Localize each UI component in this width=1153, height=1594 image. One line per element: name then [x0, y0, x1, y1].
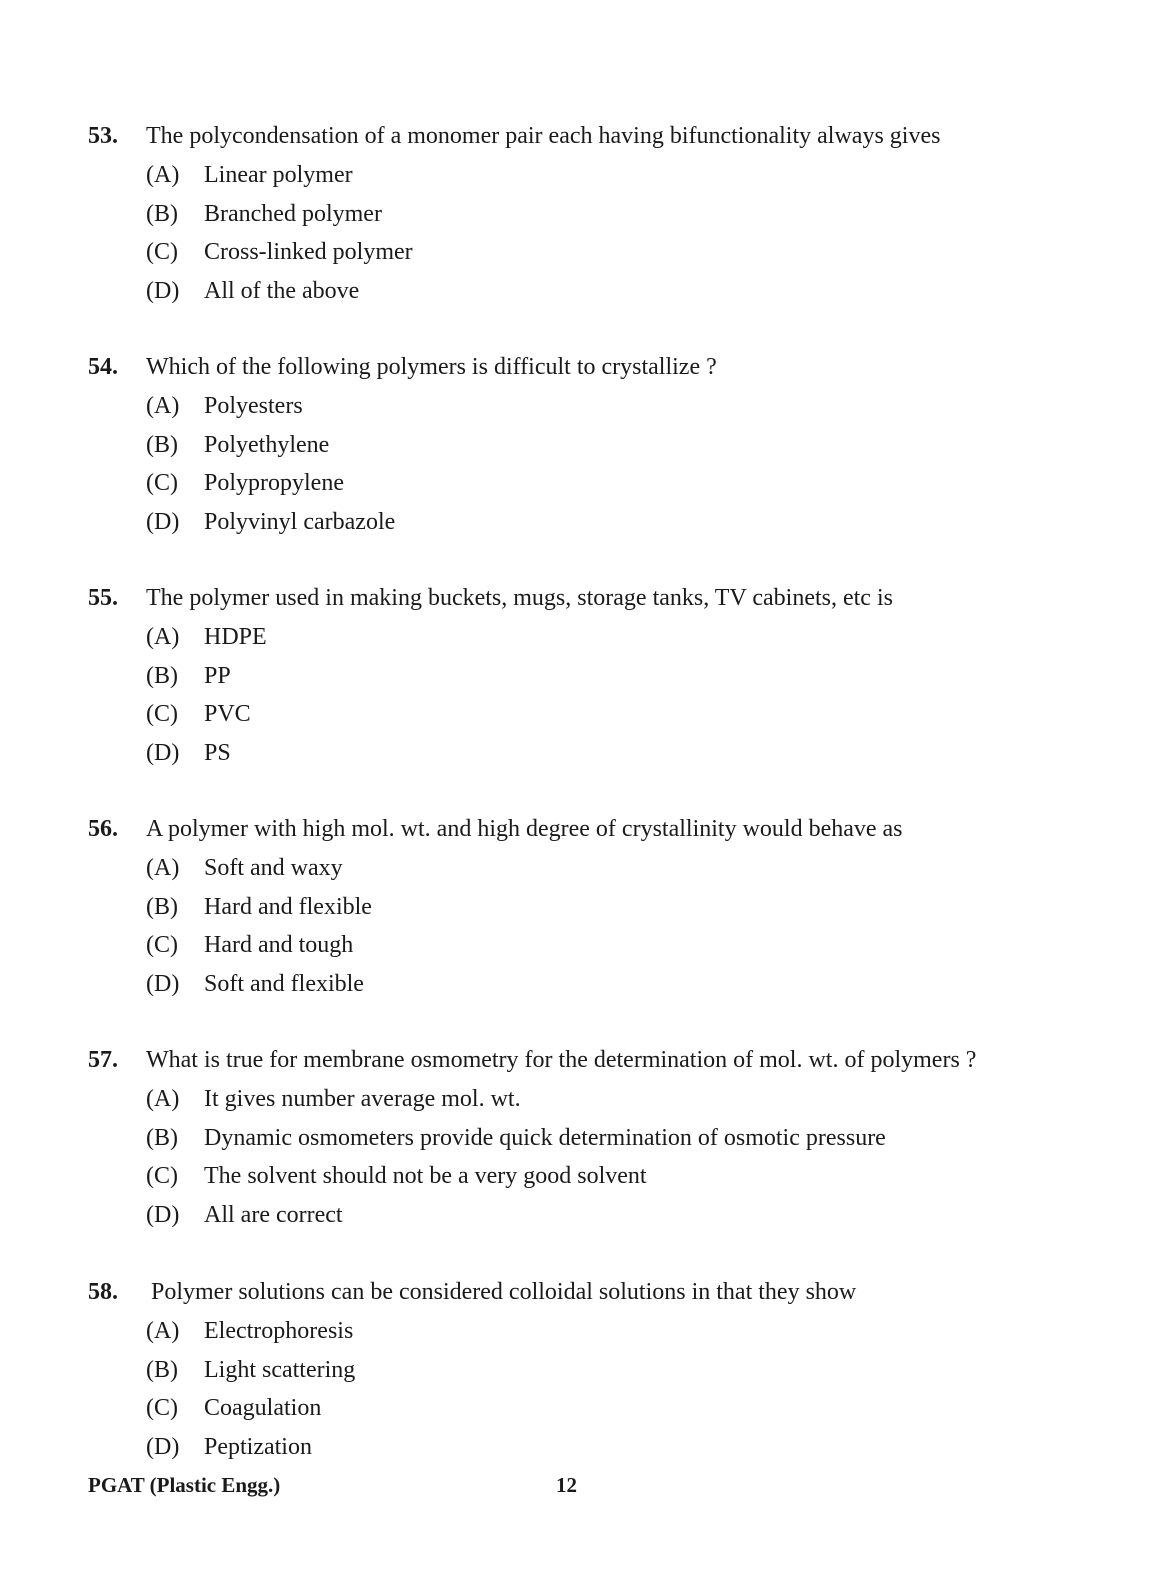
option-d — [88, 1428, 1118, 1467]
option-label: (B) — [146, 200, 178, 227]
option-b — [88, 1351, 1118, 1390]
option-c — [88, 233, 1118, 272]
option-c — [88, 926, 1118, 965]
option-text: Coagulation — [204, 1395, 322, 1422]
question-57 — [88, 1040, 1118, 1235]
option-d — [88, 965, 1118, 1004]
page-footer — [88, 1470, 1088, 1500]
option-text: Cross-linked polymer — [204, 239, 413, 266]
option-text: It gives number average mol. wt. — [204, 1086, 521, 1112]
option-text: Polyvinyl carbazole — [204, 509, 396, 536]
option-label: (A) — [146, 855, 180, 881]
option-c — [88, 1157, 1118, 1196]
option-text: Peptization — [204, 1434, 312, 1461]
option-a — [88, 618, 1118, 657]
option-text: Light scattering — [204, 1356, 356, 1383]
option-label: (A) — [146, 624, 180, 650]
option-b — [88, 888, 1118, 927]
option-b — [88, 1119, 1118, 1158]
option-text: Electrophoresis — [204, 1318, 354, 1344]
option-text: Polyethylene — [204, 431, 330, 458]
option-a — [88, 156, 1118, 195]
option-d — [88, 734, 1118, 773]
question-text: A polymer with high mol. wt. and high degree of crystallinity would behave as — [146, 816, 903, 842]
option-label: (A) — [146, 393, 180, 419]
option-b — [88, 657, 1118, 696]
option-text: PS — [204, 740, 231, 767]
option-text: Polypropylene — [204, 470, 344, 497]
question-text: The polymer used in making buckets, mugs, storage tanks, TV cabinets, etc is — [146, 585, 893, 611]
question-stem — [88, 1040, 1118, 1080]
option-label: (A) — [146, 162, 180, 188]
option-a — [88, 387, 1118, 426]
option-label: (D) — [146, 1434, 180, 1461]
option-label: (D) — [146, 971, 180, 998]
option-text: Hard and tough — [204, 932, 354, 959]
option-b — [88, 195, 1118, 234]
option-text: Linear polymer — [204, 162, 353, 188]
question-text: The polycondensation of a monomer pair each having bifunctionality always gives — [146, 123, 941, 149]
question-54 — [88, 347, 1118, 542]
option-label: (C) — [146, 239, 178, 266]
option-text: Soft and waxy — [204, 855, 343, 881]
option-a — [88, 1080, 1118, 1119]
option-c — [88, 695, 1118, 734]
option-label: (D) — [146, 1202, 180, 1229]
question-stem — [88, 809, 1118, 849]
option-label: (D) — [146, 278, 180, 305]
question-number: 56. — [88, 816, 118, 842]
option-text: All are correct — [204, 1202, 343, 1229]
option-label: (B) — [146, 662, 178, 689]
option-d — [88, 1196, 1118, 1235]
question-text: What is true for membrane osmometry for the determination of mol. wt. of polymers ? — [146, 1047, 977, 1073]
option-label: (B) — [146, 1356, 178, 1383]
page-number: 12 — [556, 1473, 577, 1497]
option-label: (C) — [146, 470, 178, 497]
option-label: (D) — [146, 509, 180, 536]
option-label: (B) — [146, 1124, 178, 1151]
option-label: (A) — [146, 1086, 180, 1112]
option-label: (C) — [146, 1395, 178, 1422]
option-text: Hard and flexible — [204, 893, 372, 920]
option-label: (D) — [146, 740, 180, 767]
option-d — [88, 272, 1118, 311]
option-b — [88, 426, 1118, 465]
option-label: (B) — [146, 893, 178, 920]
option-text: Dynamic osmometers provide quick determination of osmotic pressure — [204, 1124, 886, 1151]
question-stem — [88, 578, 1118, 618]
exam-title: PGAT (Plastic Engg.) — [88, 1473, 281, 1497]
option-a — [88, 849, 1118, 888]
option-text: Polyesters — [204, 393, 303, 419]
question-number: 55. — [88, 585, 118, 611]
option-d — [88, 503, 1118, 542]
option-text: All of the above — [204, 278, 360, 305]
option-text: Soft and flexible — [204, 971, 364, 998]
option-text: Branched polymer — [204, 200, 382, 227]
question-58 — [88, 1272, 1118, 1467]
option-text: HDPE — [204, 624, 267, 650]
question-stem — [88, 116, 1118, 156]
question-55 — [88, 578, 1118, 773]
question-56 — [88, 809, 1118, 1004]
option-c — [88, 464, 1118, 503]
option-text: PVC — [204, 701, 251, 728]
option-c — [88, 1389, 1118, 1428]
question-text: Which of the following polymers is difficult to crystallize ? — [146, 354, 717, 380]
option-label: (A) — [146, 1318, 180, 1344]
question-number: 53. — [88, 123, 118, 149]
question-number: 54. — [88, 354, 118, 380]
question-text: Polymer solutions can be considered colloidal solutions in that they show — [151, 1279, 857, 1305]
option-label: (C) — [146, 932, 178, 959]
question-53 — [88, 116, 1118, 311]
option-text: PP — [204, 662, 231, 689]
option-label: (C) — [146, 1163, 178, 1190]
option-label: (B) — [146, 431, 178, 458]
question-stem — [88, 1272, 1118, 1312]
option-text: The solvent should not be a very good solvent — [204, 1163, 647, 1190]
option-label: (C) — [146, 701, 178, 728]
option-a — [88, 1312, 1118, 1351]
question-number: 57. — [88, 1047, 118, 1073]
question-stem — [88, 347, 1118, 387]
question-number: 58. — [88, 1279, 118, 1305]
